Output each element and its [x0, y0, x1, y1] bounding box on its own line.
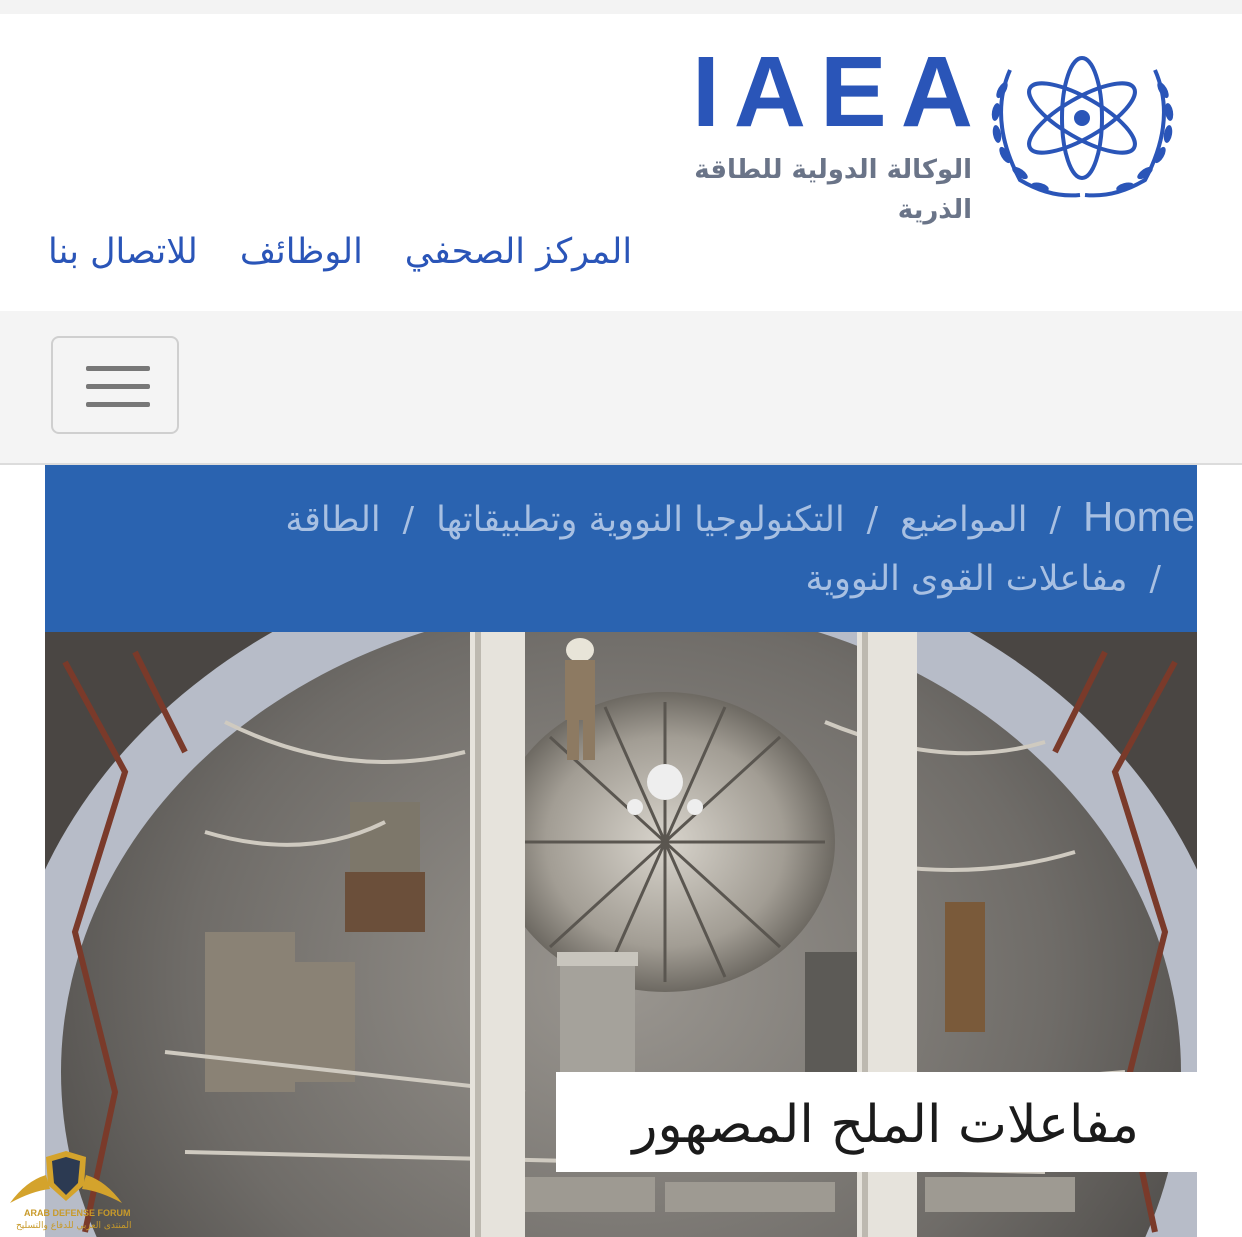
hamburger-menu-icon [86, 402, 150, 407]
forum-watermark [6, 1145, 132, 1237]
link-contact-us[interactable]: للاتصال بنا [48, 232, 198, 272]
link-press-center[interactable]: المركز الصحفي [404, 232, 633, 272]
breadcrumb [45, 465, 1197, 632]
logo-wordmark: IAEA [692, 36, 987, 148]
shield-wings-icon [6, 1145, 126, 1215]
breadcrumb-separator: / [866, 500, 879, 540]
hero-caption-box [556, 1072, 1197, 1172]
watermark-subtext: المنتدى العربي للدفاع والتسليح [16, 1221, 132, 1231]
breadcrumb-topics[interactable]: المواضيع [900, 500, 1028, 540]
watermark-text: ARAB DEFENSE FORUM [24, 1208, 131, 1218]
breadcrumb-separator: / [402, 500, 415, 540]
top-strip [0, 0, 1242, 14]
hamburger-menu-button[interactable] [51, 336, 179, 434]
link-jobs[interactable]: الوظائف [239, 232, 363, 272]
navbar [0, 311, 1242, 465]
breadcrumb-current-page: مفاعلات القوى النووية [805, 559, 1128, 599]
logo-arabic-name: الوكالة الدولية للطاقة الذرية [694, 155, 972, 225]
breadcrumb-nuclear-technology[interactable]: التكنولوجيا النووية وتطبيقاتها [436, 500, 845, 540]
iaea-logo[interactable] [640, 30, 1185, 225]
breadcrumb-separator: / [1149, 559, 1161, 599]
hero-caption: مفاعلات الملح المصهور [632, 1095, 1139, 1155]
breadcrumb-separator: / [1049, 500, 1061, 540]
hamburger-menu-icon [86, 384, 150, 389]
hamburger-menu-icon [86, 366, 150, 371]
breadcrumb-home[interactable]: Home [1082, 493, 1195, 540]
atom-emblem-icon [980, 30, 1185, 205]
breadcrumb-energy[interactable]: الطاقة [285, 500, 381, 540]
top-links [48, 222, 648, 282]
